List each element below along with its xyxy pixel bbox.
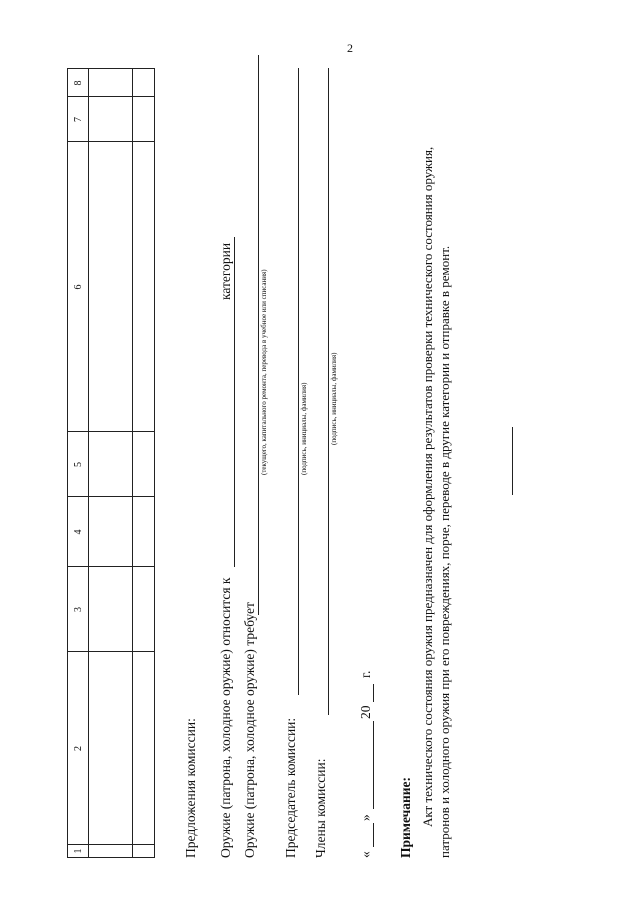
table-header-cell: 4 [73,529,84,535]
category-suffix: категории [218,242,233,300]
date-day-underline [373,823,374,847]
date-year-underline [373,684,374,702]
table-header-cell: 2 [73,746,84,751]
table-header-cell: 3 [73,607,84,612]
note-line-1: Акт технического состояния оружия предназначен для оформления результатов проверки технического состояния оружия, [420,146,435,827]
date-month-underline [373,721,374,809]
chairman-underline [298,68,299,695]
category-line-label: Оружие (патрона, холодное оружие) относится к [218,577,233,858]
chairman-label: Председатель комиссии: [283,717,298,858]
table-header-cell: 7 [73,117,84,122]
members-underline [328,68,329,715]
table-row-divider [132,69,133,857]
date-open-quote: « [358,851,373,858]
category-underline [234,237,235,567]
repair-hint: (текущего, капитального ремонта, перевода в учебное или списания) [260,269,268,475]
members-hint: (подпись, инициалы, фамилия) [330,352,338,445]
table-header-cell: 1 [73,848,84,854]
table-header-cell: 6 [73,284,84,290]
separator-line [512,427,513,495]
repair-line-label: Оружие (патрона, холодное оружие) требует [242,602,257,858]
repair-underline [258,55,259,615]
note-line-2: патронов и холодного оружия при его повреждениях, порче, переводе в другие категории и отправке в ремонт. [437,245,452,858]
date-close-quote: » [358,814,373,821]
inspection-table [67,68,155,858]
date-year-prefix: 20 [358,705,373,719]
proposals-label: Предложения комиссии: [183,718,198,858]
table-header-cell: 5 [73,462,84,467]
table-header-cell: 8 [73,80,84,86]
members-label: Члены комиссии: [313,758,328,858]
date-year-suffix: г. [358,670,373,678]
table-header-divider [88,69,89,857]
chairman-hint: (подпись, инициалы, фамилия) [300,382,308,475]
page-number: 2 [347,41,353,55]
note-title: Примечание: [398,776,413,858]
